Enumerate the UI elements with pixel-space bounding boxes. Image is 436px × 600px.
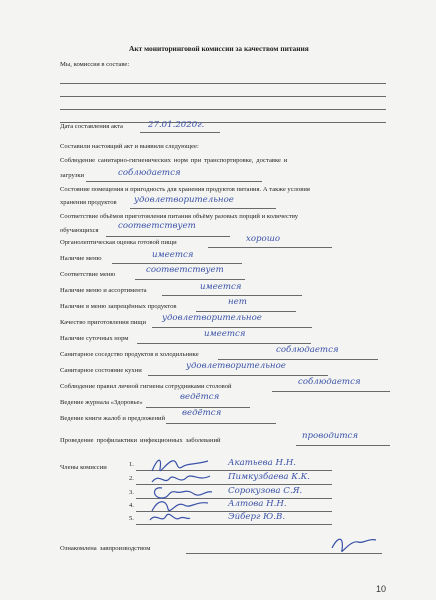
- item-answer: соответствует: [118, 221, 196, 231]
- item-answer: нет: [228, 297, 247, 307]
- item-label: Соблюдение санитарно-гигиенических норм при транспортировке, доставке и: [60, 157, 288, 164]
- item-answer: удовлетворительное: [162, 313, 262, 323]
- item-answer: соблюдается: [276, 345, 339, 355]
- member-number: 1.: [129, 461, 134, 468]
- member-name: Акатьева Н.Н.: [228, 458, 296, 468]
- date-label: Дата составления акта: [60, 123, 123, 130]
- item-label: Наличие в меню запрещённых продуктов: [60, 303, 177, 310]
- item-label: Состояние помещения и пригодность для хранения продуктов питания. А также условия: [60, 186, 310, 193]
- answer-line: [272, 391, 390, 392]
- member-name: Эйберг Ю.В.: [228, 512, 286, 522]
- item-label: Ведение журнала «Здоровье»: [60, 399, 143, 406]
- item-label: Наличие меню и ассортимента: [60, 287, 147, 294]
- member-number: 2.: [129, 475, 134, 482]
- answer-line: [152, 327, 312, 328]
- item-answer: хорошо: [246, 234, 281, 244]
- member-name: Пимкузбаева К.К.: [228, 472, 311, 482]
- signature-manager: [328, 534, 380, 556]
- date-line: [140, 132, 220, 133]
- item-label: Проведение профилактики инфекционных заболеваний: [60, 437, 221, 444]
- item-label: Ведение книги жалоб и предложений: [60, 415, 166, 422]
- member-number: 3.: [129, 489, 134, 496]
- item-label: загрузки: [60, 172, 85, 179]
- document-title: Акт мониторинговой комиссии за качеством питания: [129, 44, 309, 53]
- answer-line: [148, 375, 328, 376]
- item-label: Органолептическая оценка готовой пищи: [60, 239, 177, 246]
- page-number: 10: [376, 584, 387, 594]
- item-answer: ведётся: [180, 392, 220, 402]
- date-handwriting: 27.01.2020г.: [148, 120, 205, 130]
- item-label: Соблюдение правил личной гигиены сотрудниками столовой: [60, 383, 232, 390]
- answer-line: [86, 181, 262, 182]
- answer-line: [196, 311, 296, 312]
- item-answer: проводится: [302, 431, 359, 441]
- commission-line-3: [60, 109, 386, 110]
- item-label: Санитарное соседство продуктов в холодильнике: [60, 351, 199, 358]
- item-label: Наличие меню: [60, 255, 102, 262]
- answer-line: [106, 236, 230, 237]
- answer-line: [296, 445, 390, 446]
- item-answer: имеется: [200, 282, 242, 292]
- commission-label: Мы, комиссия в составе:: [60, 61, 130, 68]
- answer-line: [130, 208, 276, 209]
- answer-line: [137, 343, 311, 344]
- item-answer: соблюдается: [298, 377, 361, 387]
- commission-line-1: [60, 83, 386, 84]
- answer-line: [112, 263, 242, 264]
- item-label: Соответствие меню: [60, 271, 116, 278]
- members-label: Члены комиссии: [60, 464, 107, 471]
- answer-line: [218, 359, 378, 360]
- item-label: Наличие суточных норм: [60, 335, 129, 342]
- item-answer: соблюдается: [118, 168, 181, 178]
- answer-line: [208, 247, 332, 248]
- item-label: Качество приготовления пищи: [60, 319, 147, 326]
- acknowledged-label: Ознакомлена завпроизводством: [60, 545, 151, 552]
- answer-line: [166, 423, 276, 424]
- item-label: Соответствие объёмов приготовления питания объёму разовых порций и количеству: [60, 213, 299, 220]
- commission-line-2: [60, 96, 386, 97]
- answer-line: [162, 295, 302, 296]
- answer-line: [135, 279, 245, 280]
- item-answer: удовлетворительное: [134, 195, 234, 205]
- item-answer: ведётся: [182, 408, 222, 418]
- signature-5: [144, 508, 194, 530]
- item-answer: соответствует: [146, 265, 224, 275]
- intro-text: Составили настоящий акт и выявили следующее:: [60, 143, 199, 150]
- item-answer: имеется: [152, 250, 194, 260]
- member-number: 5.: [129, 515, 134, 522]
- item-label: хранения продуктов: [60, 199, 117, 206]
- item-answer: удовлетворительное: [186, 361, 286, 371]
- member-number: 4.: [129, 502, 134, 509]
- item-label: обучающихся: [60, 227, 99, 234]
- member-name: Алтова Н.Н.: [228, 499, 287, 509]
- item-label: Санитарное состояние кухни: [60, 367, 142, 374]
- item-answer: имеется: [204, 329, 246, 339]
- member-name: Сорокузова С.Я.: [228, 486, 303, 496]
